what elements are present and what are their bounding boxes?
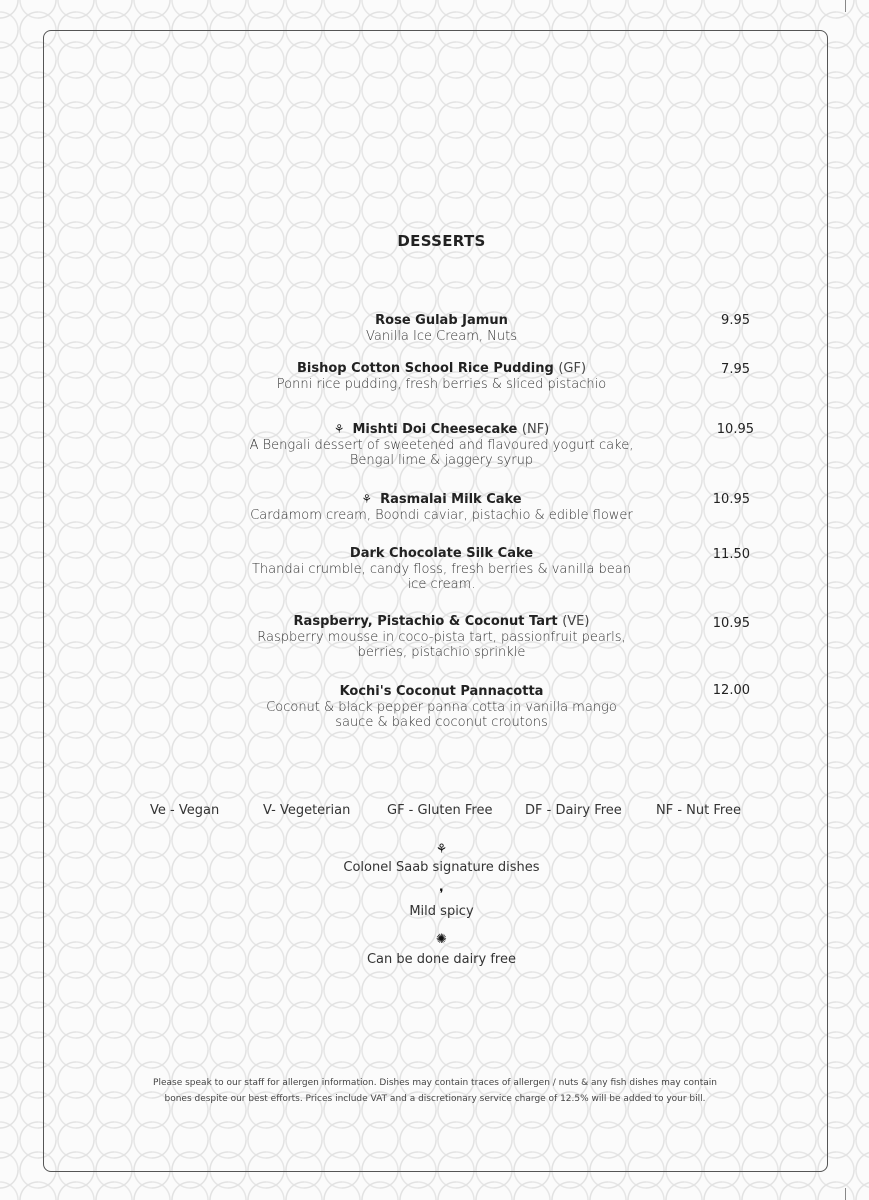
item-tag: (NF)	[521, 422, 550, 437]
item-description: Vanilla Ice Cream, Nuts	[366, 329, 517, 344]
legend-gluten-free: GF - Gluten Free	[387, 803, 493, 818]
menu-item	[200, 361, 683, 392]
item-name: Bishop Cotton School Rice Pudding	[296, 361, 554, 376]
page-edge	[845, 0, 846, 12]
item-name: Mishti Doi Cheesecake	[352, 422, 518, 437]
item-tag: (VE)	[562, 614, 590, 629]
item-price: 12.00	[712, 683, 750, 698]
lotus-icon: ⚘	[333, 422, 345, 436]
menu-border	[43, 30, 828, 1172]
item-price: 9.95	[721, 313, 750, 328]
item-tag: (GF)	[558, 361, 587, 376]
chili-icon: ❜	[439, 887, 444, 902]
menu-item	[255, 684, 628, 730]
item-name: Raspberry, Pistachio & Coconut Tart	[293, 614, 558, 629]
item-price: 7.95	[721, 362, 750, 377]
item-description: A Bengali dessert of sweetened and flavoured yogurt cake, Bengal lime & jaggery syrup	[249, 438, 634, 468]
item-description: Thandai crumble, candy floss, fresh berries & vanilla bean ice cream.	[251, 562, 632, 592]
symbol-signature-label: Colonel Saab signature dishes	[343, 860, 540, 875]
item-price: 10.95	[716, 422, 754, 437]
menu-item	[240, 421, 643, 468]
item-description: Raspberry mousse in coco-pista tart, passionfruit pearls, berries, pistachio sprinkle	[257, 630, 626, 660]
lotus-icon: ⚘	[361, 492, 373, 506]
page-edge	[845, 1188, 846, 1200]
legend-vegan: Ve - Vegan	[150, 803, 220, 818]
item-name: Rose Gulab Jamun	[375, 313, 508, 328]
menu-item	[245, 546, 638, 592]
item-price: 11.50	[712, 547, 750, 562]
lotus-icon: ⚘	[435, 842, 448, 857]
legend-nut-free: NF - Nut Free	[656, 803, 741, 818]
menu-item	[200, 313, 683, 344]
item-name: Dark Chocolate Silk Cake	[349, 546, 534, 561]
item-description: Coconut & black pepper panna cotta in vanilla mango sauce & baked coconut croutons	[266, 700, 617, 730]
item-price: 10.95	[712, 616, 750, 631]
item-description: Ponni rice pudding, fresh berries & sliced pistachio	[276, 377, 607, 392]
dairy-free-icon: ✺	[436, 932, 447, 947]
item-name: Rasmalai Milk Cake	[380, 492, 522, 507]
allergen-note: Please speak to our staff for allergen information. Dishes may contain traces of allergen / nuts & any fish dishes may contain bones despite our best efforts. Prices include VAT and a discretionary service charge of 12.5% will be added to your bill.	[153, 1078, 717, 1104]
legend-dairy-free: DF - Dairy Free	[525, 803, 622, 818]
symbol-dairy-free-label: Can be done dairy free	[366, 952, 516, 967]
symbol-spicy-label: Mild spicy	[409, 904, 474, 919]
item-name: Kochi's Coconut Pannacotta	[339, 684, 544, 699]
legend-vegetarian: V- Vegeterian	[263, 803, 351, 818]
menu-item	[250, 614, 633, 660]
menu-item	[200, 491, 683, 523]
section-title: DESSERTS	[397, 232, 486, 250]
item-price: 10.95	[712, 492, 750, 507]
item-description: Cardamom cream, Boondi caviar, pistachio & edible flower	[250, 508, 633, 523]
